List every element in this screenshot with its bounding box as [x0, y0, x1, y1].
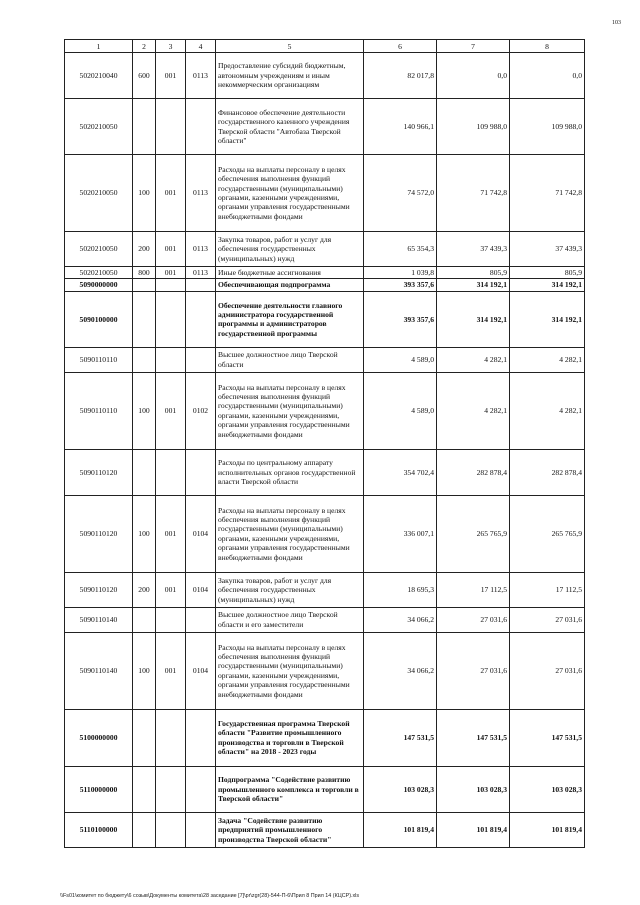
row-section-cell: 0113 — [186, 267, 216, 279]
row-value-1-cell: 103 028,3 — [364, 766, 437, 812]
row-expense-type-cell — [133, 291, 156, 347]
table-row — [65, 572, 585, 607]
row-admin-code-cell — [156, 709, 186, 766]
table-row — [65, 347, 585, 372]
row-admin-code-cell: 001 — [156, 572, 186, 607]
row-value-3-cell: 109 988,0 — [510, 99, 585, 155]
row-value-1-cell: 1 039,8 — [364, 267, 437, 279]
row-value-1-cell: 82 017,8 — [364, 53, 437, 99]
row-value-3-cell: 101 819,4 — [510, 812, 585, 847]
row-admin-code-cell — [156, 766, 186, 812]
row-name-cell: Закупка товаров, работ и услуг для обеспечения государственных (муниципальных) нужд — [216, 232, 364, 267]
row-section-cell — [186, 812, 216, 847]
row-name-cell: Государственная программа Тверской области "Развитие промышленного производства и торговли в Тверской области" на 2018 - 2023 годы — [216, 709, 364, 766]
row-admin-code-cell: 001 — [156, 372, 186, 449]
row-code-cell: 5110000000 — [65, 766, 133, 812]
row-value-2-cell: 27 031,6 — [437, 607, 510, 632]
table-row — [65, 449, 585, 495]
header-cell: 3 — [156, 40, 186, 53]
header-cell: 4 — [186, 40, 216, 53]
row-section-cell — [186, 99, 216, 155]
row-value-2-cell: 37 439,3 — [437, 232, 510, 267]
row-expense-type-cell: 100 — [133, 155, 156, 232]
row-name-cell: Задача "Содействие развитию предприятий промышленного производства Тверской области" — [216, 812, 364, 847]
table-row — [65, 812, 585, 847]
row-value-2-cell: 4 282,1 — [437, 347, 510, 372]
row-section-cell: 0113 — [186, 232, 216, 267]
row-expense-type-cell — [133, 99, 156, 155]
row-code-cell: 5090000000 — [65, 279, 133, 291]
row-expense-type-cell — [133, 347, 156, 372]
row-value-2-cell: 109 988,0 — [437, 99, 510, 155]
row-code-cell: 5110100000 — [65, 812, 133, 847]
row-expense-type-cell — [133, 607, 156, 632]
row-admin-code-cell — [156, 812, 186, 847]
row-value-1-cell: 101 819,4 — [364, 812, 437, 847]
row-admin-code-cell: 001 — [156, 267, 186, 279]
row-name-cell: Высшее должностное лицо Тверской области — [216, 347, 364, 372]
row-admin-code-cell: 001 — [156, 155, 186, 232]
row-value-3-cell: 314 192,1 — [510, 279, 585, 291]
row-value-1-cell: 65 354,3 — [364, 232, 437, 267]
table-row — [65, 53, 585, 99]
row-value-3-cell: 37 439,3 — [510, 232, 585, 267]
row-code-cell: 5090110120 — [65, 495, 133, 572]
row-section-cell: 0113 — [186, 155, 216, 232]
row-section-cell — [186, 766, 216, 812]
row-value-2-cell: 17 112,5 — [437, 572, 510, 607]
row-value-2-cell: 27 031,6 — [437, 632, 510, 709]
row-name-cell: Расходы на выплаты персоналу в целях обеспечения выполнения функций государственными (муниципальными) органами, казенными учреждениями, органами управления государственными внебюджетными фондами — [216, 632, 364, 709]
table-row — [65, 632, 585, 709]
header-cell: 6 — [364, 40, 437, 53]
row-admin-code-cell — [156, 607, 186, 632]
row-value-2-cell: 314 192,1 — [437, 291, 510, 347]
row-code-cell: 5100000000 — [65, 709, 133, 766]
header-cell: 5 — [216, 40, 364, 53]
row-value-2-cell: 101 819,4 — [437, 812, 510, 847]
row-code-cell: 5090110110 — [65, 347, 133, 372]
row-code-cell: 5020210050 — [65, 155, 133, 232]
row-admin-code-cell: 001 — [156, 232, 186, 267]
row-admin-code-cell: 001 — [156, 632, 186, 709]
row-section-cell — [186, 709, 216, 766]
row-admin-code-cell — [156, 347, 186, 372]
row-value-2-cell: 314 192,1 — [437, 279, 510, 291]
row-expense-type-cell: 100 — [133, 372, 156, 449]
table-row — [65, 766, 585, 812]
row-value-2-cell: 71 742,8 — [437, 155, 510, 232]
row-code-cell: 5020210050 — [65, 232, 133, 267]
row-value-1-cell: 34 066,2 — [364, 632, 437, 709]
table-row — [65, 607, 585, 632]
row-expense-type-cell — [133, 279, 156, 291]
row-code-cell: 5090110140 — [65, 607, 133, 632]
row-expense-type-cell — [133, 812, 156, 847]
file-path-footer: \\Fs01\комитет по бюджету\6 созыв\Документы комитета\28 заседание [7]\pr\zgr(28)-544-П-6\Прил 8 Прил 14 (КЦСР).xls — [60, 893, 360, 899]
header-row — [65, 40, 585, 53]
row-admin-code-cell — [156, 449, 186, 495]
row-value-1-cell: 34 066,2 — [364, 607, 437, 632]
header-cell: 8 — [510, 40, 585, 53]
row-section-cell — [186, 279, 216, 291]
row-name-cell: Иные бюджетные ассигнования — [216, 267, 364, 279]
row-value-2-cell: 147 531,5 — [437, 709, 510, 766]
row-name-cell: Финансовое обеспечение деятельности государственного казенного учреждения Тверской области "Автобаза Тверской области" — [216, 99, 364, 155]
row-value-3-cell: 265 765,9 — [510, 495, 585, 572]
table-row — [65, 267, 585, 279]
row-name-cell: Закупка товаров, работ и услуг для обеспечения государственных (муниципальных) нужд — [216, 572, 364, 607]
row-value-3-cell: 147 531,5 — [510, 709, 585, 766]
row-value-1-cell: 74 572,0 — [364, 155, 437, 232]
row-admin-code-cell — [156, 279, 186, 291]
row-code-cell: 5090110140 — [65, 632, 133, 709]
row-name-cell: Расходы на выплаты персоналу в целях обеспечения выполнения функций государственными (муниципальными) органами, казенными учреждениями, органами управления государственными внебюджетными фондами — [216, 372, 364, 449]
table-row — [65, 709, 585, 766]
row-expense-type-cell: 100 — [133, 632, 156, 709]
row-code-cell: 5020210050 — [65, 267, 133, 279]
row-value-3-cell: 27 031,6 — [510, 632, 585, 709]
row-section-cell: 0104 — [186, 495, 216, 572]
row-name-cell: Предоставление субсидий бюджетным, автономным учреждениям и иным некоммерческим организациям — [216, 53, 364, 99]
row-name-cell: Расходы на выплаты персоналу в целях обеспечения выполнения функций государственными (муниципальными) органами, казенными учреждениями, органами управления государственными внебюджетными фондами — [216, 155, 364, 232]
row-admin-code-cell: 001 — [156, 495, 186, 572]
row-value-3-cell: 0,0 — [510, 53, 585, 99]
row-value-2-cell: 805,9 — [437, 267, 510, 279]
table-row — [65, 99, 585, 155]
row-section-cell — [186, 291, 216, 347]
row-value-3-cell: 4 282,1 — [510, 347, 585, 372]
row-section-cell — [186, 449, 216, 495]
row-value-2-cell: 0,0 — [437, 53, 510, 99]
row-name-cell: Высшее должностное лицо Тверской области и его заместители — [216, 607, 364, 632]
row-value-3-cell: 103 028,3 — [510, 766, 585, 812]
row-expense-type-cell: 600 — [133, 53, 156, 99]
header-cell: 7 — [437, 40, 510, 53]
row-value-1-cell: 18 695,3 — [364, 572, 437, 607]
row-value-2-cell: 4 282,1 — [437, 372, 510, 449]
table-row — [65, 279, 585, 291]
row-code-cell: 5090100000 — [65, 291, 133, 347]
table-row — [65, 155, 585, 232]
row-expense-type-cell: 200 — [133, 232, 156, 267]
row-name-cell: Обеспечение деятельности главного администратора государственной программы и администраторов государственной программы — [216, 291, 364, 347]
row-value-3-cell: 282 878,4 — [510, 449, 585, 495]
row-code-cell: 5020210050 — [65, 99, 133, 155]
table-row — [65, 291, 585, 347]
row-section-cell: 0104 — [186, 632, 216, 709]
row-value-3-cell: 17 112,5 — [510, 572, 585, 607]
row-value-1-cell: 336 007,1 — [364, 495, 437, 572]
row-value-1-cell: 147 531,5 — [364, 709, 437, 766]
row-value-2-cell: 265 765,9 — [437, 495, 510, 572]
row-value-3-cell: 71 742,8 — [510, 155, 585, 232]
row-code-cell: 5090110110 — [65, 372, 133, 449]
row-name-cell: Обеспечивающая подпрограмма — [216, 279, 364, 291]
row-name-cell: Расходы на выплаты персоналу в целях обеспечения выполнения функций государственными (муниципальными) органами, казенными учреждениями, органами управления государственными внебюджетными фондами — [216, 495, 364, 572]
row-section-cell: 0102 — [186, 372, 216, 449]
row-expense-type-cell: 800 — [133, 267, 156, 279]
row-value-1-cell: 4 589,0 — [364, 347, 437, 372]
header-cell: 2 — [133, 40, 156, 53]
row-section-cell — [186, 607, 216, 632]
row-value-1-cell: 393 357,6 — [364, 291, 437, 347]
row-admin-code-cell — [156, 291, 186, 347]
row-value-2-cell: 282 878,4 — [437, 449, 510, 495]
row-name-cell: Подпрограмма "Содействие развитию промышленного комплекса и торговли в Тверской области" — [216, 766, 364, 812]
row-value-3-cell: 314 192,1 — [510, 291, 585, 347]
table-row — [65, 495, 585, 572]
row-section-cell: 0104 — [186, 572, 216, 607]
row-name-cell: Расходы по центральному аппарату исполнительных органов государственной власти Тверской области — [216, 449, 364, 495]
header-cell: 1 — [65, 40, 133, 53]
table-row — [65, 232, 585, 267]
row-code-cell: 5020210040 — [65, 53, 133, 99]
row-value-3-cell: 805,9 — [510, 267, 585, 279]
row-section-cell — [186, 347, 216, 372]
row-value-1-cell: 4 589,0 — [364, 372, 437, 449]
row-expense-type-cell — [133, 766, 156, 812]
row-expense-type-cell — [133, 449, 156, 495]
row-value-1-cell: 393 357,6 — [364, 279, 437, 291]
row-admin-code-cell: 001 — [156, 53, 186, 99]
row-expense-type-cell: 200 — [133, 572, 156, 607]
row-expense-type-cell: 100 — [133, 495, 156, 572]
row-value-1-cell: 354 702,4 — [364, 449, 437, 495]
row-section-cell: 0113 — [186, 53, 216, 99]
row-code-cell: 5090110120 — [65, 572, 133, 607]
row-code-cell: 5090110120 — [65, 449, 133, 495]
budget-table — [64, 39, 585, 848]
page-number: 103 — [612, 20, 621, 26]
table-row — [65, 372, 585, 449]
row-expense-type-cell — [133, 709, 156, 766]
row-value-3-cell: 27 031,6 — [510, 607, 585, 632]
row-value-2-cell: 103 028,3 — [437, 766, 510, 812]
row-admin-code-cell — [156, 99, 186, 155]
row-value-3-cell: 4 282,1 — [510, 372, 585, 449]
row-value-1-cell: 140 966,1 — [364, 99, 437, 155]
